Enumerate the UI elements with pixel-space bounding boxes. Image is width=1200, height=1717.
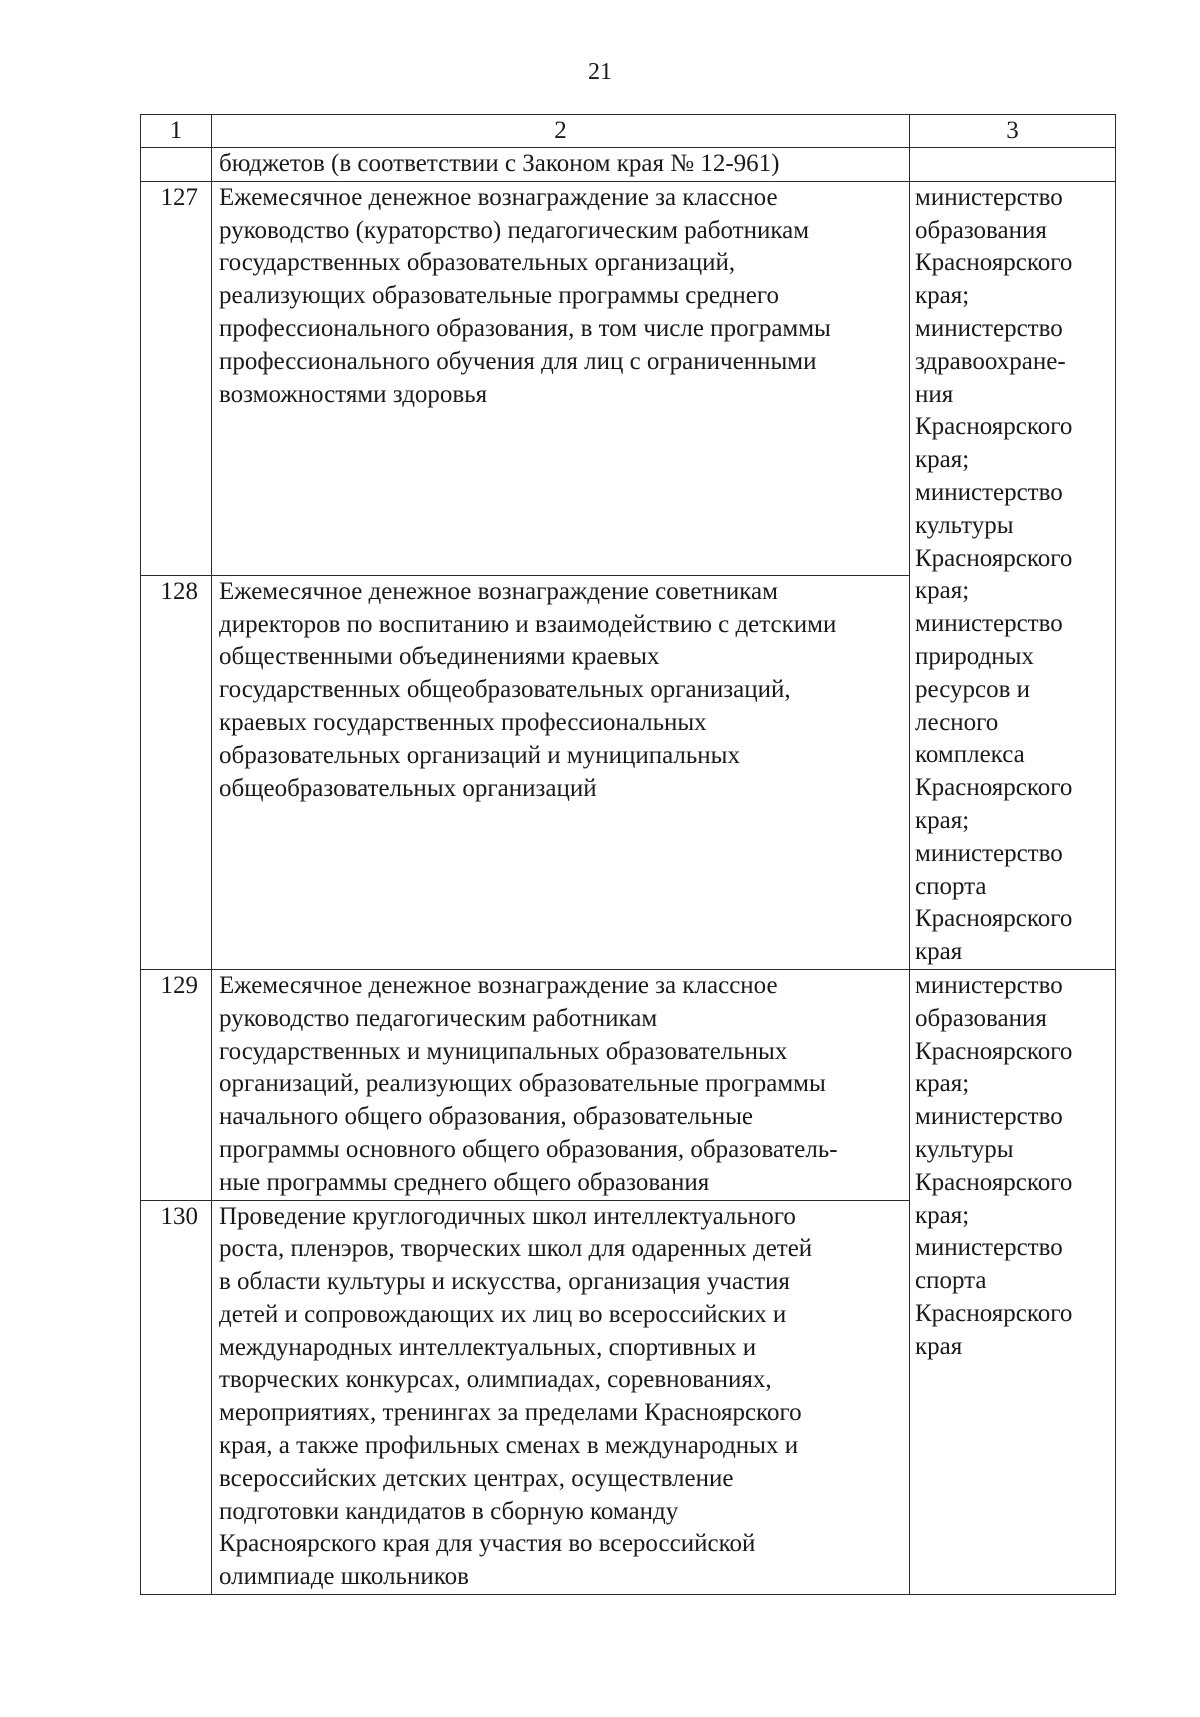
description-line: профессионального образования, в том числе программы: [219, 314, 831, 342]
description-line: роста, пленэров, творческих школ для одаренных детей: [219, 1235, 813, 1263]
responsible-line: ресурсов и: [915, 675, 1031, 703]
description-cell: [212, 1200, 910, 1595]
responsible-line: Красноярского: [915, 905, 1073, 933]
row-number-cell: 127: [141, 181, 212, 575]
responsible-line: спорта: [915, 1267, 987, 1295]
responsible-line: культуры: [915, 1135, 1014, 1163]
description-line: бюджетов (в соответствии с Законом края № 12-961): [219, 150, 780, 177]
responsible-line: министерство: [915, 1234, 1063, 1262]
description-line: ные программы среднего общего образования: [219, 1168, 710, 1196]
description-line: подготовки кандидатов в сборную команду: [219, 1497, 679, 1525]
responsible-line: ния: [915, 380, 954, 408]
description-line: мероприятиях, тренингах за пределами Красноярского: [219, 1399, 802, 1427]
responsible-line: министерство: [915, 1103, 1063, 1131]
description-line: олимпиаде школьников: [219, 1563, 469, 1591]
description-line: международных интеллектуальных, спортивных и: [219, 1333, 757, 1361]
responsible-cell: [910, 181, 1116, 969]
responsible-line: края;: [915, 446, 970, 474]
description-line: в области культуры и искусства, организация участия: [219, 1268, 790, 1296]
responsible-line: Красноярского: [915, 1299, 1073, 1327]
description-line: профессионального обучения для лиц с ограниченными: [219, 347, 817, 375]
document-table: [140, 114, 1116, 1595]
table-header-row: [141, 115, 1116, 148]
description-line: программы основного общего образования, образователь-: [219, 1135, 838, 1163]
responsible-line: Красноярского: [915, 544, 1073, 572]
responsible-line: Красноярского: [915, 1037, 1073, 1065]
description-line: государственных общеобразовательных организаций,: [219, 676, 791, 704]
responsible-line: образования: [915, 1004, 1047, 1032]
description-line: начального общего образования, образовательные: [219, 1103, 753, 1131]
description-line: руководство педагогическим работникам: [219, 1004, 658, 1032]
responsible-line: лесного: [915, 708, 999, 736]
responsible-line: министерство: [915, 478, 1063, 506]
row-number-cell: 130: [141, 1200, 212, 1595]
column-header-3: 3: [910, 115, 1116, 148]
responsible-line: края;: [915, 282, 970, 310]
responsible-line: министерство: [915, 839, 1063, 867]
row-number-cell: [141, 148, 212, 182]
description-line: края, а также профильных сменах в международных и: [219, 1432, 799, 1460]
description-line: реализующих образовательные программы среднего: [219, 282, 779, 310]
row-number-cell: 128: [141, 575, 212, 969]
responsible-line: Красноярского: [915, 249, 1073, 277]
description-line: детей и сопровождающих их лиц во всероссийских и: [219, 1300, 787, 1328]
responsible-line: министерство: [915, 183, 1063, 211]
responsible-line: природных: [915, 642, 1034, 670]
responsible-line: края;: [915, 806, 970, 834]
responsible-line: министерство: [915, 314, 1063, 342]
description-line: организаций, реализующих образовательные программы: [219, 1070, 826, 1098]
description-line: общеобразовательных организаций: [219, 774, 597, 802]
responsible-line: здравоохране-: [915, 347, 1066, 375]
description-line: Ежемесячное денежное вознаграждение советникам: [219, 577, 778, 605]
description-line: краевых государственных профессиональных: [219, 709, 707, 737]
responsible-line: культуры: [915, 511, 1014, 539]
responsible-cell: [910, 969, 1116, 1594]
description-line: Ежемесячное денежное вознаграждение за классное: [219, 183, 778, 211]
responsible-line: министерство: [915, 610, 1063, 638]
description-cell: [212, 148, 910, 182]
table-row-continuation: [141, 148, 1116, 182]
description-line: возможностями здоровья: [219, 380, 488, 408]
responsible-line: министерство: [915, 971, 1063, 999]
description-line: государственных и муниципальных образовательных: [219, 1037, 788, 1065]
table-row: [141, 181, 1116, 575]
description-line: Красноярского края для участия во всероссийской: [219, 1530, 756, 1558]
description-cell: [212, 181, 910, 575]
description-line: творческих конкурсах, олимпиадах, соревнованиях,: [219, 1366, 772, 1394]
description-line: образовательных организаций и муниципальных: [219, 741, 740, 769]
responsible-line: Красноярского: [915, 1168, 1073, 1196]
responsible-line: комплекса: [915, 741, 1025, 769]
row-number-cell: 129: [141, 969, 212, 1200]
description-line: государственных образовательных организаций,: [219, 249, 736, 277]
responsible-line: края;: [915, 1201, 970, 1229]
column-header-1: 1: [141, 115, 212, 148]
description-cell: [212, 969, 910, 1200]
responsible-line: Красноярского: [915, 413, 1073, 441]
column-header-2: 2: [212, 115, 910, 148]
description-line: руководство (кураторство) педагогическим работникам: [219, 216, 810, 244]
responsible-line: края;: [915, 577, 970, 605]
responsible-cell: [910, 148, 1116, 182]
description-cell: [212, 575, 910, 969]
page-number: 21: [588, 59, 612, 85]
description-line: директоров по воспитанию и взаимодействию с детскими: [219, 610, 837, 638]
responsible-line: края;: [915, 1070, 970, 1098]
responsible-line: образования: [915, 216, 1047, 244]
responsible-line: края: [915, 938, 963, 966]
description-line: Проведение круглогодичных школ интеллектуального: [219, 1202, 796, 1230]
responsible-line: края: [915, 1332, 963, 1360]
description-line: общественными объединениями краевых: [219, 643, 660, 671]
description-line: Ежемесячное денежное вознаграждение за классное: [219, 971, 778, 999]
table-row: [141, 969, 1116, 1200]
description-line: всероссийских детских центрах, осуществление: [219, 1464, 734, 1492]
responsible-line: Красноярского: [915, 774, 1073, 802]
responsible-line: спорта: [915, 872, 987, 900]
